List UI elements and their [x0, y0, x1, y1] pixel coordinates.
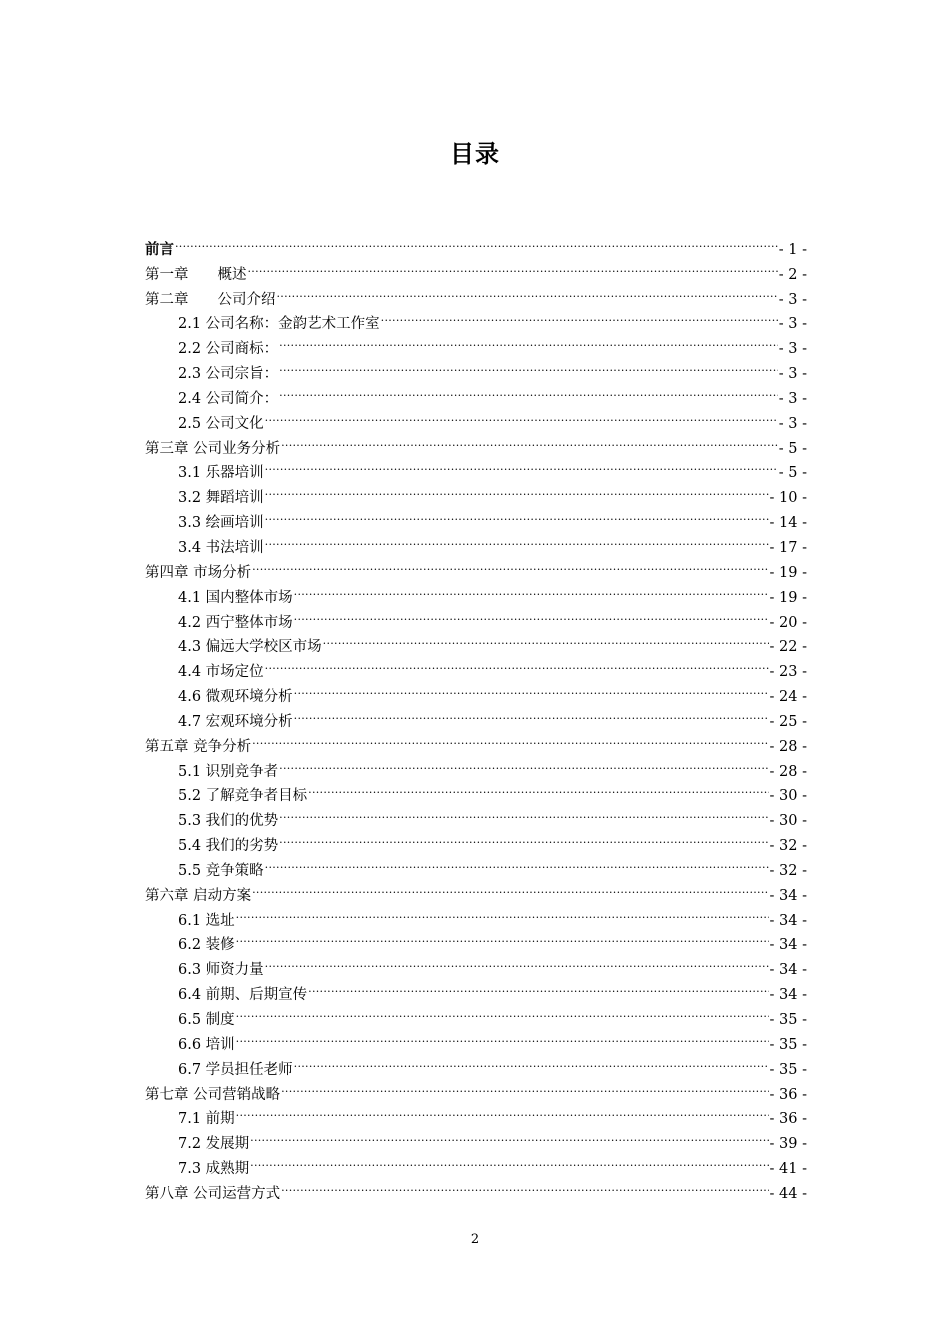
- toc-dot-leader: [294, 602, 769, 627]
- toc-entry-page-number: - 34 -: [769, 887, 807, 904]
- toc-entry-label: 6.4 前期、后期宣传: [178, 987, 308, 1004]
- toc-dot-leader: [381, 304, 778, 329]
- toc-entry-page-number: - 34 -: [769, 937, 807, 954]
- toc-entry-page-number: - 23 -: [769, 664, 807, 681]
- toc-entry-page-number: - 35 -: [769, 1061, 807, 1078]
- toc-entry-label: 第七章 公司营销战略: [145, 1086, 281, 1103]
- toc-entry-label: 2.1 公司名称：金韵艺术工作室: [178, 316, 380, 333]
- toc-dot-leader: [294, 577, 769, 602]
- toc-dot-leader: [279, 751, 768, 776]
- toc-entry-label: 第一章 概述: [145, 266, 247, 283]
- toc-entry-label: 第四章 市场分析: [145, 564, 252, 581]
- page-title: 目录: [450, 140, 500, 168]
- toc-dot-leader: [279, 800, 768, 825]
- toc-dot-leader: [279, 378, 778, 403]
- toc-dot-leader: [236, 900, 769, 925]
- toc-entry-page-number: - 30 -: [769, 788, 807, 805]
- toc-entry-label: 4.6 微观环境分析: [178, 689, 293, 706]
- toc-dot-leader: [265, 949, 769, 974]
- toc-entry-page-number: - 20 -: [769, 614, 807, 631]
- toc-entry-page-number: - 5 -: [778, 465, 807, 482]
- toc-entry-label: 6.2 装修: [178, 937, 235, 954]
- toc-dot-leader: [252, 875, 768, 900]
- toc-entry-label: 第五章 竞争分析: [145, 738, 252, 755]
- table-of-contents: [145, 229, 807, 1202]
- toc-dot-leader: [265, 477, 769, 502]
- toc-entry-page-number: - 2 -: [778, 266, 807, 283]
- toc-dot-leader: [279, 825, 768, 850]
- toc-entry-page-number: - 14 -: [769, 515, 807, 532]
- toc-entry-label: 5.4 我们的劣势: [178, 838, 279, 855]
- toc-entry[interactable]: [145, 254, 807, 283]
- toc-entry[interactable]: [145, 1099, 807, 1128]
- toc-entry-page-number: - 36 -: [769, 1111, 807, 1128]
- toc-entry[interactable]: [145, 925, 807, 954]
- toc-entry[interactable]: [145, 229, 807, 258]
- toc-entry-page-number: - 19 -: [769, 589, 807, 606]
- toc-entry-page-number: - 32 -: [769, 838, 807, 855]
- toc-dot-leader: [277, 279, 778, 304]
- toc-entry-page-number: - 19 -: [769, 564, 807, 581]
- toc-entry-page-number: - 39 -: [769, 1136, 807, 1153]
- toc-dot-leader: [281, 1173, 768, 1198]
- toc-entry-label: 5.5 竞争策略: [178, 862, 264, 879]
- toc-entry-label: 4.7 宏观环境分析: [178, 713, 293, 730]
- toc-dot-leader: [265, 502, 769, 527]
- toc-entry-page-number: - 3 -: [778, 366, 807, 383]
- toc-dot-leader: [248, 254, 778, 279]
- toc-dot-leader: [236, 1024, 769, 1049]
- toc-entry-label: 2.4 公司简介：: [178, 390, 279, 407]
- toc-entry-page-number: - 25 -: [769, 713, 807, 730]
- toc-entry-label: 7.2 发展期: [178, 1136, 250, 1153]
- toc-entry-label: 6.1 选址: [178, 912, 235, 929]
- toc-entry[interactable]: [145, 1123, 807, 1153]
- toc-dot-leader: [294, 701, 769, 726]
- toc-entry-label: 5.1 识别竞争者: [178, 763, 279, 780]
- toc-entry-page-number: - 3 -: [778, 390, 807, 407]
- page-number-footer: 2: [470, 1232, 480, 1247]
- toc-dot-leader: [294, 1049, 769, 1074]
- toc-dot-leader: [252, 552, 768, 577]
- toc-dot-leader: [265, 527, 769, 552]
- toc-dot-leader: [279, 328, 778, 353]
- toc-entry-label: 3.3 绘画培训: [178, 515, 264, 532]
- toc-entry-label: 3.4 书法培训: [178, 539, 264, 556]
- toc-entry-page-number: - 3 -: [778, 316, 807, 333]
- toc-dot-leader: [265, 403, 778, 428]
- toc-entry-label: 前言: [145, 240, 174, 258]
- toc-entry-page-number: - 3 -: [778, 415, 807, 432]
- toc-entry-page-number: - 35 -: [769, 1036, 807, 1053]
- toc-entry-label: 7.1 前期: [178, 1111, 235, 1128]
- toc-entry-label: 4.2 西宁整体市场: [178, 614, 293, 631]
- toc-dot-leader: [252, 726, 768, 751]
- toc-entry-label: 4.1 国内整体市场: [178, 589, 293, 606]
- toc-entry-page-number: - 28 -: [769, 763, 807, 780]
- toc-entry-page-number: - 34 -: [769, 912, 807, 929]
- toc-entry-page-number: - 3 -: [778, 291, 807, 308]
- toc-entry[interactable]: [145, 949, 807, 979]
- toc-entry-label: 4.4 市场定位: [178, 664, 264, 681]
- toc-entry-page-number: - 5 -: [778, 440, 807, 457]
- toc-entry-page-number: - 28 -: [769, 738, 807, 755]
- toc-dot-leader: [250, 1123, 768, 1148]
- toc-entry[interactable]: [145, 900, 807, 929]
- toc-entry-label: 3.1 乐器培训: [178, 465, 264, 482]
- toc-entry[interactable]: [145, 1049, 807, 1078]
- toc-entry-label: 5.3 我们的优势: [178, 813, 279, 830]
- toc-entry-label: 6.3 师资力量: [178, 962, 264, 979]
- toc-entry-label: 第三章 公司业务分析: [145, 440, 281, 457]
- toc-entry-page-number: - 30 -: [769, 813, 807, 830]
- toc-entry-label: 2.3 公司宗旨：: [178, 366, 279, 383]
- toc-entry-label: 2.2 公司商标：: [178, 341, 279, 358]
- toc-entry-page-number: - 3 -: [778, 341, 807, 358]
- toc-entry-label: 3.2 舞蹈培训: [178, 490, 264, 507]
- toc-entry-label: 6.7 学员担任老师: [178, 1061, 293, 1078]
- toc-entry-label: 5.2 了解竞争者目标: [178, 788, 308, 805]
- toc-entry-page-number: - 36 -: [769, 1086, 807, 1103]
- toc-entry-page-number: - 32 -: [769, 862, 807, 879]
- toc-dot-leader: [265, 453, 778, 478]
- toc-dot-leader: [250, 1148, 768, 1173]
- toc-entry-page-number: - 41 -: [769, 1161, 807, 1178]
- toc-entry-page-number: - 1 -: [778, 241, 807, 258]
- toc-dot-leader: [265, 850, 769, 875]
- toc-entry-label: 第八章 公司运营方式: [145, 1185, 281, 1202]
- toc-dot-leader: [279, 353, 778, 378]
- toc-entry[interactable]: [145, 1024, 807, 1053]
- toc-entry-label: 第六章 启动方案: [145, 887, 252, 904]
- toc-dot-leader: [308, 776, 768, 801]
- toc-entry-label: 6.6 培训: [178, 1036, 235, 1053]
- toc-entry-page-number: - 34 -: [769, 987, 807, 1004]
- toc-entry-page-number: - 22 -: [769, 639, 807, 656]
- toc-entry-label: 6.5 制度: [178, 1012, 235, 1028]
- toc-dot-leader: [294, 676, 769, 701]
- toc-dot-leader: [308, 974, 768, 999]
- toc-dot-leader: [265, 651, 769, 676]
- toc-entry-page-number: - 24 -: [769, 689, 807, 706]
- toc-dot-leader: [236, 1099, 769, 1124]
- toc-dot-leader: [236, 925, 769, 950]
- toc-entry-label: 2.5 公司文化: [178, 415, 264, 432]
- toc-entry-label: 4.3 偏远大学校区市场: [178, 639, 322, 656]
- toc-entry-page-number: - 17 -: [769, 539, 807, 556]
- toc-entry-label: 7.3 成熟期: [178, 1161, 250, 1178]
- toc-entry-page-number: - 44 -: [769, 1185, 807, 1202]
- toc-dot-leader: [175, 229, 778, 254]
- toc-dot-leader: [281, 1074, 768, 1099]
- toc-entry-page-number: - 34 -: [769, 962, 807, 979]
- toc-entry-page-number: - 35 -: [769, 1012, 807, 1028]
- toc-entry[interactable]: [145, 999, 807, 1028]
- toc-entry-label: 第二章 公司介绍: [145, 291, 276, 308]
- toc-entry-page-number: - 10 -: [769, 490, 807, 507]
- toc-dot-leader: [236, 999, 769, 1024]
- toc-dot-leader: [323, 627, 769, 652]
- toc-dot-leader: [281, 428, 778, 453]
